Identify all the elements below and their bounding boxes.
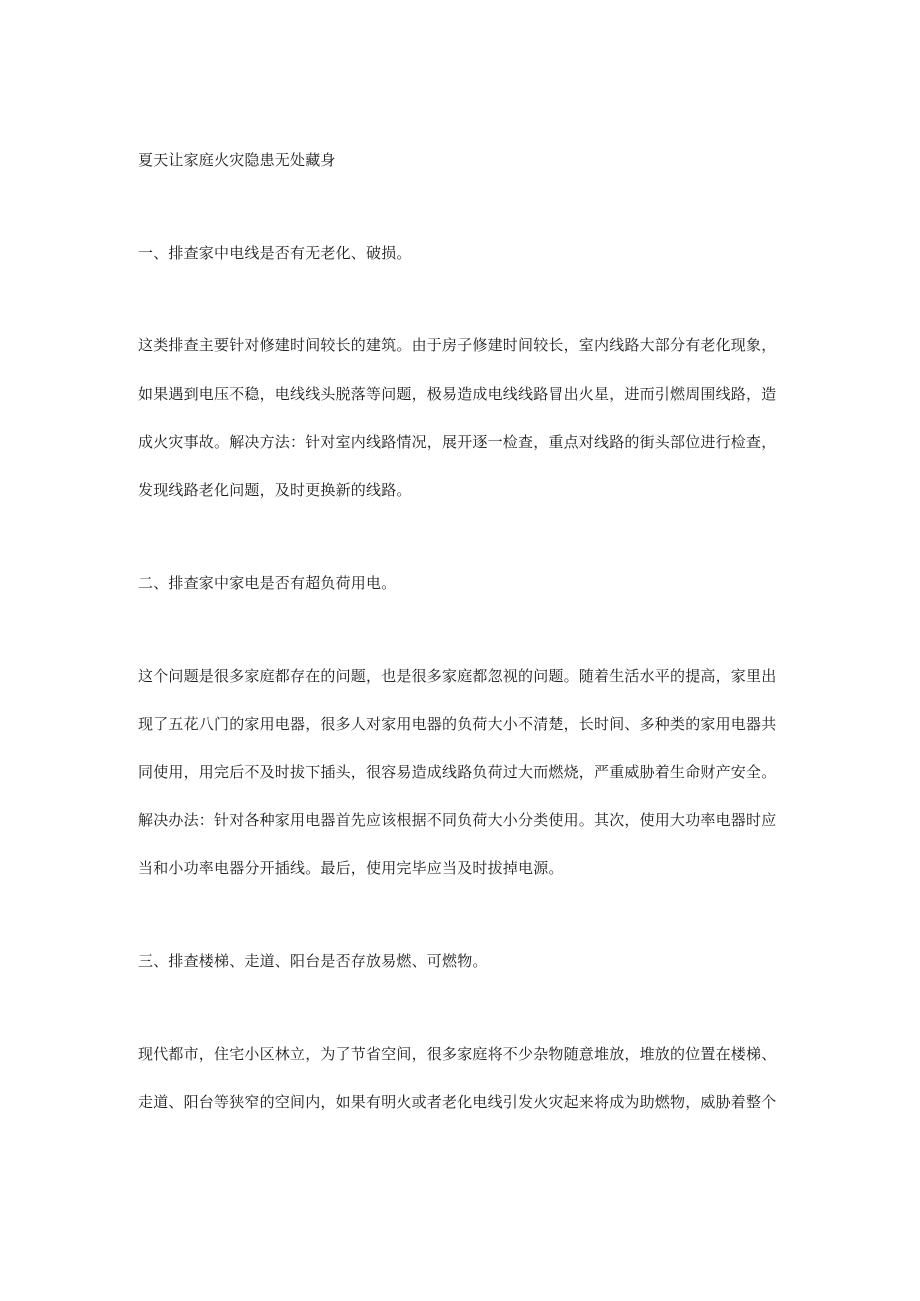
section-2-line-2: 现了五花八门的家用电器，很多人对家用电器的负荷大小不清楚，长时间、多种类的家用电器共 [138,715,777,733]
section-2-line-3: 同使用，用完后不及时拔下插头，很容易造成线路负荷过大而燃烧，严重威胁着生命财产安全。 [138,763,777,781]
section-2-heading: 二、排查家中家电是否有超负荷用电。 [138,574,397,592]
section-3-line-2: 走道、阳台等狭窄的空间内，如果有明火或者老化电线引发火灾起来将成为助燃物，威胁着整个 [138,1093,777,1111]
section-1-line-1: 这类排查主要针对修建时间较长的建筑。由于房子修建时间较长，室内线路大部分有老化现象， [138,336,777,354]
document-title: 夏天让家庭火灾隐患无处藏身 [138,151,336,169]
section-2-line-4: 解决办法：针对各种家用电器首先应该根据不同负荷大小分类使用。其次，使用大功率电器时应 [138,811,777,829]
section-3-heading: 三、排查楼梯、走道、阳台是否存放易燃、可燃物。 [138,952,488,970]
section-3-line-1: 现代都市，住宅小区林立，为了节省空间，很多家庭将不少杂物随意堆放，堆放的位置在楼梯、 [138,1045,777,1063]
section-1-line-2: 如果遇到电压不稳，电线线头脱落等问题，极易造成电线线路冒出火星，进而引燃周围线路，造 [138,385,777,403]
section-1-line-3: 成火灾事故。解决方法：针对室内线路情况，展开逐一检查，重点对线路的街头部位进行检查， [138,433,777,451]
section-2-line-5: 当和小功率电器分开插线。最后，使用完毕应当及时拔掉电源。 [138,859,564,877]
section-1-line-4: 发现线路老化问题，及时更换新的线路。 [138,481,412,499]
section-2-line-1: 这个问题是很多家庭都存在的问题，也是很多家庭都忽视的问题。随着生活水平的提高，家里出 [138,667,777,685]
section-1-heading: 一、排查家中电线是否有无老化、破损。 [138,244,412,262]
